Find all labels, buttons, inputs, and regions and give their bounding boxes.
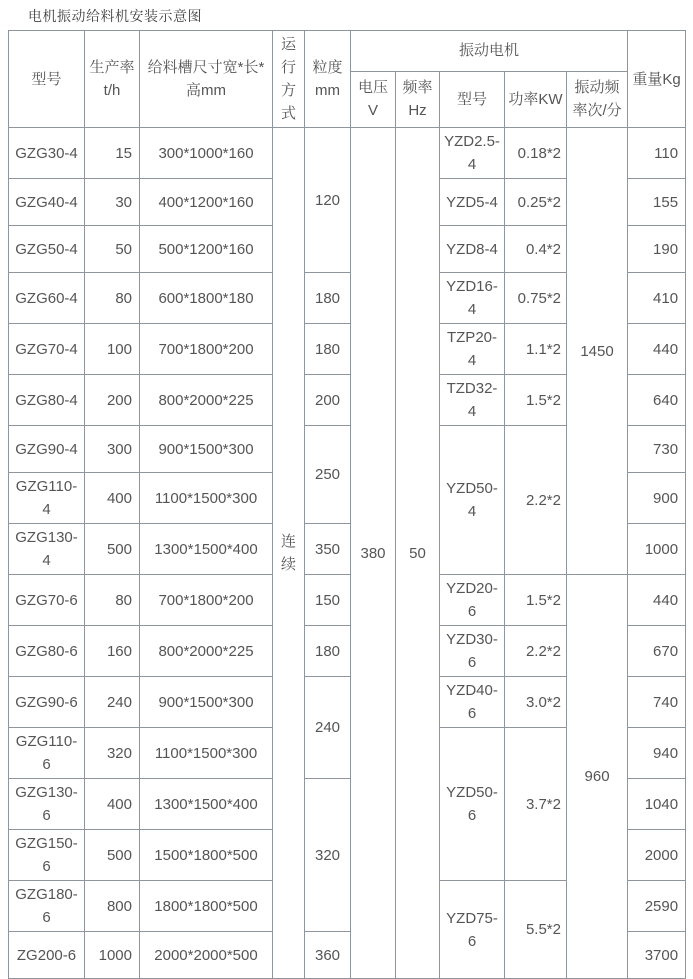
power-cell: 0.25*2 xyxy=(505,179,567,226)
particle-cell: 180 xyxy=(305,324,351,375)
rate-cell: 30 xyxy=(85,179,140,226)
model-cell: GZG150-6 xyxy=(9,830,85,881)
motor-model-cell: YZD16-4 xyxy=(440,273,505,324)
motor-model-cell: YZD5-4 xyxy=(440,179,505,226)
model-cell: GZG130-4 xyxy=(9,524,85,575)
trough-cell: 900*1500*300 xyxy=(140,426,273,473)
power-cell: 3.7*2 xyxy=(505,728,567,881)
trough-cell: 1100*1500*300 xyxy=(140,473,273,524)
rate-cell: 200 xyxy=(85,375,140,426)
weight-cell: 730 xyxy=(628,426,686,473)
weight-cell: 1040 xyxy=(628,779,686,830)
particle-cell: 240 xyxy=(305,677,351,779)
col-header-power: 功率KW xyxy=(505,71,567,127)
rate-cell: 80 xyxy=(85,273,140,324)
model-cell: ZG200-6 xyxy=(9,932,85,979)
trough-cell: 400*1200*160 xyxy=(140,179,273,226)
weight-cell: 940 xyxy=(628,728,686,779)
weight-cell: 670 xyxy=(628,626,686,677)
model-cell: GZG110-4 xyxy=(9,473,85,524)
model-cell: GZG80-4 xyxy=(9,375,85,426)
model-cell: GZG110-6 xyxy=(9,728,85,779)
col-header-vib-frequency: 振动频率次/分 xyxy=(567,71,628,127)
rate-cell: 240 xyxy=(85,677,140,728)
model-cell: GZG40-4 xyxy=(9,179,85,226)
spec-table xyxy=(8,30,686,979)
particle-cell: 250 xyxy=(305,426,351,524)
model-cell: GZG70-4 xyxy=(9,324,85,375)
col-header-rate: 生产率t/h xyxy=(85,31,140,128)
page-title: 电机振动给料机安装示意图 xyxy=(28,8,202,24)
weight-cell: 440 xyxy=(628,575,686,626)
model-cell: GZG50-4 xyxy=(9,226,85,273)
trough-cell: 800*2000*225 xyxy=(140,626,273,677)
vib-freq-cell: 960 xyxy=(567,575,628,979)
mode-cell: 连续 xyxy=(273,128,305,979)
particle-cell: 360 xyxy=(305,932,351,979)
rate-cell: 15 xyxy=(85,128,140,179)
power-cell: 0.75*2 xyxy=(505,273,567,324)
rate-cell: 80 xyxy=(85,575,140,626)
power-cell: 1.1*2 xyxy=(505,324,567,375)
rate-cell: 1000 xyxy=(85,932,140,979)
col-header-mode: 运行方式 xyxy=(273,31,305,128)
weight-cell: 190 xyxy=(628,226,686,273)
col-header-frequency: 频率Hz xyxy=(396,71,440,127)
particle-cell: 120 xyxy=(305,128,351,273)
weight-cell: 155 xyxy=(628,179,686,226)
particle-cell: 180 xyxy=(305,273,351,324)
model-cell: GZG60-4 xyxy=(9,273,85,324)
motor-model-cell: YZD40-6 xyxy=(440,677,505,728)
weight-cell: 410 xyxy=(628,273,686,324)
trough-cell: 1500*1800*500 xyxy=(140,830,273,881)
power-cell: 1.5*2 xyxy=(505,375,567,426)
trough-cell: 1300*1500*400 xyxy=(140,779,273,830)
power-cell: 0.4*2 xyxy=(505,226,567,273)
power-cell: 0.18*2 xyxy=(505,128,567,179)
weight-cell: 1000 xyxy=(628,524,686,575)
weight-cell: 640 xyxy=(628,375,686,426)
power-cell: 3.0*2 xyxy=(505,677,567,728)
trough-cell: 700*1800*200 xyxy=(140,324,273,375)
weight-cell: 740 xyxy=(628,677,686,728)
motor-model-cell: YZD50-6 xyxy=(440,728,505,881)
col-header-motor-model: 型号 xyxy=(440,71,505,127)
model-cell: GZG70-6 xyxy=(9,575,85,626)
model-cell: GZG30-4 xyxy=(9,128,85,179)
weight-cell: 2590 xyxy=(628,881,686,932)
voltage-cell: 380 xyxy=(351,128,396,979)
rate-cell: 400 xyxy=(85,779,140,830)
weight-cell: 900 xyxy=(628,473,686,524)
power-cell: 2.2*2 xyxy=(505,626,567,677)
motor-model-cell: YZD20-6 xyxy=(440,575,505,626)
trough-cell: 300*1000*160 xyxy=(140,128,273,179)
col-header-voltage: 电压V xyxy=(351,71,396,127)
rate-cell: 400 xyxy=(85,473,140,524)
weight-cell: 440 xyxy=(628,324,686,375)
table-row xyxy=(9,128,686,179)
motor-model-cell: YZD30-6 xyxy=(440,626,505,677)
trough-cell: 900*1500*300 xyxy=(140,677,273,728)
trough-cell: 600*1800*180 xyxy=(140,273,273,324)
rate-cell: 500 xyxy=(85,830,140,881)
rate-cell: 50 xyxy=(85,226,140,273)
weight-cell: 110 xyxy=(628,128,686,179)
model-cell: GZG90-4 xyxy=(9,426,85,473)
rate-cell: 300 xyxy=(85,426,140,473)
motor-model-cell: YZD8-4 xyxy=(440,226,505,273)
vib-freq-cell: 1450 xyxy=(567,128,628,575)
frequency-cell: 50 xyxy=(396,128,440,979)
motor-model-cell: TZP20-4 xyxy=(440,324,505,375)
trough-cell: 1800*1800*500 xyxy=(140,881,273,932)
model-cell: GZG80-6 xyxy=(9,626,85,677)
col-header-motor-group: 振动电机 xyxy=(351,31,628,72)
trough-cell: 500*1200*160 xyxy=(140,226,273,273)
header-row-group xyxy=(9,31,686,72)
col-header-model: 型号 xyxy=(9,31,85,128)
motor-model-cell: TZD32-4 xyxy=(440,375,505,426)
trough-cell: 700*1800*200 xyxy=(140,575,273,626)
trough-cell: 800*2000*225 xyxy=(140,375,273,426)
weight-cell: 2000 xyxy=(628,830,686,881)
rate-cell: 160 xyxy=(85,626,140,677)
model-cell: GZG180-6 xyxy=(9,881,85,932)
particle-cell: 200 xyxy=(305,375,351,426)
motor-model-cell: YZD2.5-4 xyxy=(440,128,505,179)
rate-cell: 500 xyxy=(85,524,140,575)
model-cell: GZG90-6 xyxy=(9,677,85,728)
rate-cell: 100 xyxy=(85,324,140,375)
weight-cell: 3700 xyxy=(628,932,686,979)
power-cell: 1.5*2 xyxy=(505,575,567,626)
trough-cell: 1300*1500*400 xyxy=(140,524,273,575)
rate-cell: 800 xyxy=(85,881,140,932)
col-header-particle: 粒度mm xyxy=(305,31,351,128)
col-header-trough: 给料槽尺寸宽*长*高mm xyxy=(140,31,273,128)
motor-model-cell: YZD50-4 xyxy=(440,426,505,575)
motor-model-cell: YZD75-6 xyxy=(440,881,505,979)
trough-cell: 2000*2000*500 xyxy=(140,932,273,979)
power-cell: 2.2*2 xyxy=(505,426,567,575)
model-cell: GZG130-6 xyxy=(9,779,85,830)
particle-cell: 350 xyxy=(305,524,351,575)
col-header-weight: 重量Kg xyxy=(628,31,686,128)
rate-cell: 320 xyxy=(85,728,140,779)
particle-cell: 180 xyxy=(305,626,351,677)
particle-cell: 320 xyxy=(305,779,351,932)
particle-cell: 150 xyxy=(305,575,351,626)
power-cell: 5.5*2 xyxy=(505,881,567,979)
trough-cell: 1100*1500*300 xyxy=(140,728,273,779)
table-row xyxy=(9,575,686,626)
